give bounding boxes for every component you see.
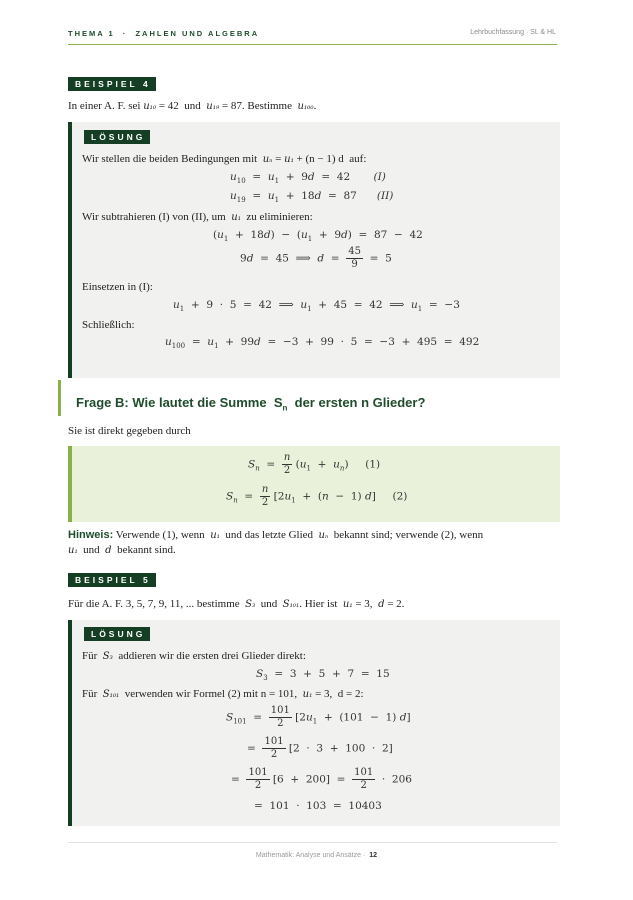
sum-formula-2: $S_n$ = $\frac{n}{2}$ [$2u_1 + (n - 1)$ d] (2) bbox=[226, 484, 408, 508]
equation-d: 9d = 45 ⟹ d = $\frac{45}{9}$ = 5 bbox=[240, 246, 392, 270]
solution-4-line1: Wir stellen die beiden Bedingungen mit uₙ = u₁ + (n − 1) d auf: bbox=[82, 153, 367, 165]
hint-label: Hinweis: bbox=[68, 529, 114, 541]
question-b-title: Frage B: Wie lautet die Summe bbox=[76, 395, 267, 410]
example-4-statement: In einer A. F. sei u₁₀ = 42 und u₁₉ = 87. Bestimme u₁₀₀. bbox=[68, 100, 317, 112]
question-accent-bar bbox=[58, 380, 61, 416]
example-5-given: . Hier ist bbox=[299, 598, 338, 610]
solution-4-line1-end: auf: bbox=[349, 153, 367, 165]
question-b-heading: Frage B: Wie lautet die Summe $S_n$ der ersten n Glieder? bbox=[76, 395, 426, 413]
hint-text-c: bekannt sind; verwende (2), wenn bbox=[333, 529, 484, 541]
solution-4-line2-end: zu eliminieren: bbox=[246, 211, 313, 223]
solution-4-line4: Schließlich: bbox=[82, 319, 135, 331]
question-b-title-end: der ersten n Glieder? bbox=[294, 395, 426, 410]
hint-line1: Hinweis: Verwende (1), wenn u₁ und das letzte Glied uₙ bekannt sind; verwende (2), wenn bbox=[68, 529, 484, 541]
example-4-text: In einer A. F. sei bbox=[68, 100, 141, 112]
example-5-and: und bbox=[260, 598, 278, 610]
hint-text-b: und das letzte Glied bbox=[225, 529, 314, 541]
solution-4-line3: Einsetzen in (I): bbox=[82, 281, 153, 293]
solution-5-tag: LÖSUNG bbox=[84, 627, 150, 641]
example-5-statement: Für die A. F. 3, 5, 7, 9, 11, ... bestimme S₃ und S₁₀₁. Hier ist u₁ = 3, d = 2. bbox=[68, 598, 405, 610]
running-header-topic: THEMA 1 · ZAHLEN UND ALGEBRA bbox=[68, 29, 260, 38]
equation-s101-step1: $S_{101}$ = $\frac{101}{2}$ [$2u_1 + (101 - 1)$ d] bbox=[226, 705, 411, 729]
equation-s101-result: = 101 · 103 = 10403 bbox=[254, 800, 382, 812]
solution-4-line1-text: Wir stellen die beiden Bedingungen mit bbox=[82, 153, 258, 165]
equation-s101-step3: = $\frac{101}{2}$ [6 + 200] = $\frac{101}{2}$ · 206 bbox=[231, 767, 412, 791]
example-5-tag: BEISPIEL 5 bbox=[68, 573, 156, 587]
example-4-tag: BEISPIEL 4 bbox=[68, 77, 156, 91]
hint-text-d: und bbox=[83, 544, 100, 556]
solution-4-line2-text: Wir subtrahieren (I) von (II), um bbox=[82, 211, 226, 223]
question-b-intro: Sie ist direkt gegeben durch bbox=[68, 425, 191, 437]
equation-u100: $u_{100} = u_1 + 99d = -3 + 99 \cdot 5 = -3 + 495 = 492$ bbox=[165, 336, 480, 351]
solution-4-tag: LÖSUNG bbox=[84, 130, 150, 144]
page-number: 12 bbox=[369, 852, 378, 859]
solution-5-line2-mid: verwenden wir Formel (2) mit n = 101, bbox=[124, 688, 298, 700]
solution-5-line2: Für S₁₀₁ verwenden wir Formel (2) mit n = 101, u₁ = 3, d = 2: bbox=[82, 688, 364, 700]
equation-s3: $S_3 = 3 + 5 + 7 = 15$ bbox=[256, 668, 390, 683]
equation-subtraction: $(u_1 + 18d) - (u_1 + 9d) = 87 - 42$ bbox=[213, 229, 423, 244]
equation-I: $u_{10} = u_1 + 9d = 42$ (I) bbox=[230, 171, 386, 186]
equation-II: $u_{19} = u_1 + 18d = 87$ (II) bbox=[230, 190, 394, 205]
hint-text-a: Verwende (1), wenn bbox=[115, 529, 205, 541]
solution-5-line2-text: Für bbox=[82, 688, 98, 700]
page-footer bbox=[0, 852, 633, 859]
solution-4-line2: Wir subtrahieren (I) von (II), um u₁ zu eliminieren: bbox=[82, 211, 313, 223]
solution-5-line1-text: Für bbox=[82, 650, 98, 662]
solution-5-line1: Für S₃ addieren wir die ersten drei Glieder direkt: bbox=[82, 650, 306, 662]
sum-formula-1: $S_n$ = $\frac{n}{2}$ $(u_1 + u_n)$ (1) bbox=[248, 452, 381, 476]
solution-5-line1-end: addieren wir die ersten drei Glieder direkt: bbox=[118, 650, 306, 662]
header-divider bbox=[68, 44, 557, 45]
example-4-and: und bbox=[184, 100, 201, 112]
running-header-edition: Lehrbuchfassung · SL & HL bbox=[470, 29, 556, 36]
example-5-text: Für die A. F. 3, 5, 7, 9, 11, ... bestimme bbox=[68, 598, 240, 610]
footer-title: Mathematik: Analyse und Ansätze · bbox=[255, 852, 366, 859]
hint-line2: u₁ und d bekannt sind. bbox=[68, 544, 176, 556]
example-4-task: . Bestimme bbox=[241, 100, 292, 112]
hint-text-e: bekannt sind. bbox=[117, 544, 176, 556]
footer-divider bbox=[68, 842, 557, 843]
equation-u1: $u_1 + 9 \cdot 5 = 42$ ⟹ $u_1 + 45 = 42$ ⟹ $u_1 = -3$ bbox=[173, 299, 460, 314]
equation-s101-step2: = $\frac{101}{2}$ [2 · 3 + 100 · 2] bbox=[247, 736, 393, 760]
